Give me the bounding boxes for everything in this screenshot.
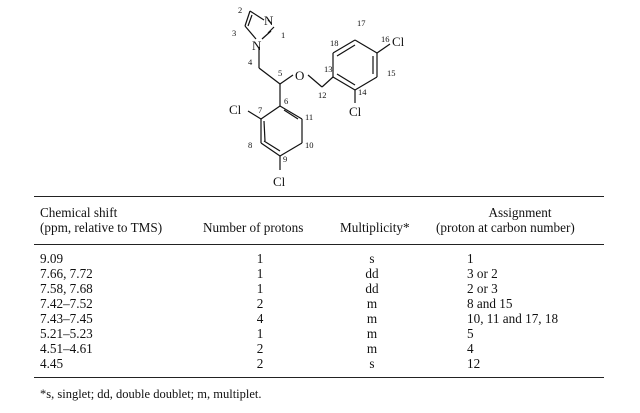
atom-label: N (264, 13, 274, 28)
header-assignment-detail: (proton at carbon number) (436, 220, 575, 235)
carbon-number: 17 (357, 18, 366, 28)
cell-multiplicity: dd (365, 281, 379, 296)
table-row (0, 326, 640, 341)
carbon-number: 2 (238, 5, 243, 15)
carbon-number: 3 (232, 28, 237, 38)
header-chemical-shift: Chemical shift (40, 205, 118, 220)
table-row (0, 356, 640, 371)
cell-multiplicity: s (369, 251, 375, 266)
cell-multiplicity: s (369, 356, 375, 371)
cell-multiplicity: dd (365, 266, 379, 281)
cell-assignment: 1 (467, 251, 474, 266)
carbon-number: 9 (283, 154, 288, 164)
carbon-number: 1 (281, 30, 286, 40)
carbon-number: 18 (330, 38, 339, 48)
cell-number-of-protons: 1 (256, 326, 264, 341)
cell-chemical-shift: 7.58, 7.68 (40, 281, 93, 296)
atom-label: Cl (349, 104, 362, 119)
carbon-number: 15 (387, 68, 396, 78)
table-row (0, 281, 640, 296)
atom-label: N (252, 38, 262, 53)
table-row (0, 266, 640, 281)
cell-number-of-protons: 2 (256, 356, 264, 371)
chemical-structure (0, 0, 640, 196)
cell-chemical-shift: 4.51–4.61 (40, 341, 93, 356)
cell-number-of-protons: 4 (256, 311, 264, 326)
table-top-rule (34, 196, 604, 197)
carbon-number: 4 (248, 57, 253, 67)
carbon-number: 12 (318, 90, 327, 100)
carbon-number: 14 (358, 87, 367, 97)
header-assignment: Assignment (488, 205, 552, 220)
cell-assignment: 5 (467, 326, 474, 341)
cell-multiplicity: m (366, 326, 378, 341)
carbon-number: 5 (278, 68, 283, 78)
cell-assignment: 8 and 15 (467, 296, 513, 311)
cell-assignment: 10, 11 and 17, 18 (467, 311, 559, 326)
cell-assignment: 12 (467, 356, 481, 371)
cell-multiplicity: m (366, 296, 378, 311)
carbon-number: 8 (248, 140, 253, 150)
cell-multiplicity: m (366, 341, 378, 356)
header-chemical-shift-units: (ppm, relative to TMS) (40, 220, 163, 235)
cell-assignment: 4 (467, 341, 474, 356)
carbon-number: 6 (284, 96, 289, 106)
cell-chemical-shift: 7.42–7.52 (40, 296, 93, 311)
cell-chemical-shift: 5.21–5.23 (40, 326, 93, 341)
carbon-number: 16 (381, 34, 390, 44)
carbon-number: 7 (258, 105, 263, 115)
header-number-of-protons: Number of protons (203, 220, 304, 235)
structure-number-labels (232, 5, 396, 164)
cell-chemical-shift: 7.66, 7.72 (40, 266, 93, 281)
carbon-number: 13 (324, 64, 333, 74)
table-row (0, 341, 640, 356)
structure-atom-labels (229, 13, 405, 189)
cell-chemical-shift: 7.43–7.45 (40, 311, 93, 326)
cell-number-of-protons: 1 (256, 266, 264, 281)
cell-chemical-shift: 4.45 (40, 356, 64, 371)
table-row (0, 311, 640, 326)
table-bottom-rule (34, 377, 604, 378)
table-row (0, 251, 640, 266)
atom-label: Cl (392, 34, 405, 49)
cell-multiplicity: m (366, 311, 378, 326)
table-header-rule (34, 244, 604, 245)
cell-assignment: 2 or 3 (467, 281, 498, 296)
table-row (0, 296, 640, 311)
header-multiplicity: Multiplicity* (340, 220, 410, 235)
atom-label: Cl (273, 174, 286, 189)
cell-number-of-protons: 1 (256, 251, 264, 266)
carbon-number: 11 (305, 112, 314, 122)
cell-assignment: 3 or 2 (467, 266, 498, 281)
cell-chemical-shift: 9.09 (40, 251, 64, 266)
atom-label: O (295, 68, 305, 83)
table-footnote: *s, singlet; dd, double doublet; m, multiplet. (40, 387, 262, 401)
cell-number-of-protons: 2 (256, 341, 264, 356)
carbon-number: 10 (305, 140, 314, 150)
atom-label: Cl (229, 102, 242, 117)
cell-number-of-protons: 1 (256, 281, 264, 296)
cell-number-of-protons: 2 (256, 296, 264, 311)
